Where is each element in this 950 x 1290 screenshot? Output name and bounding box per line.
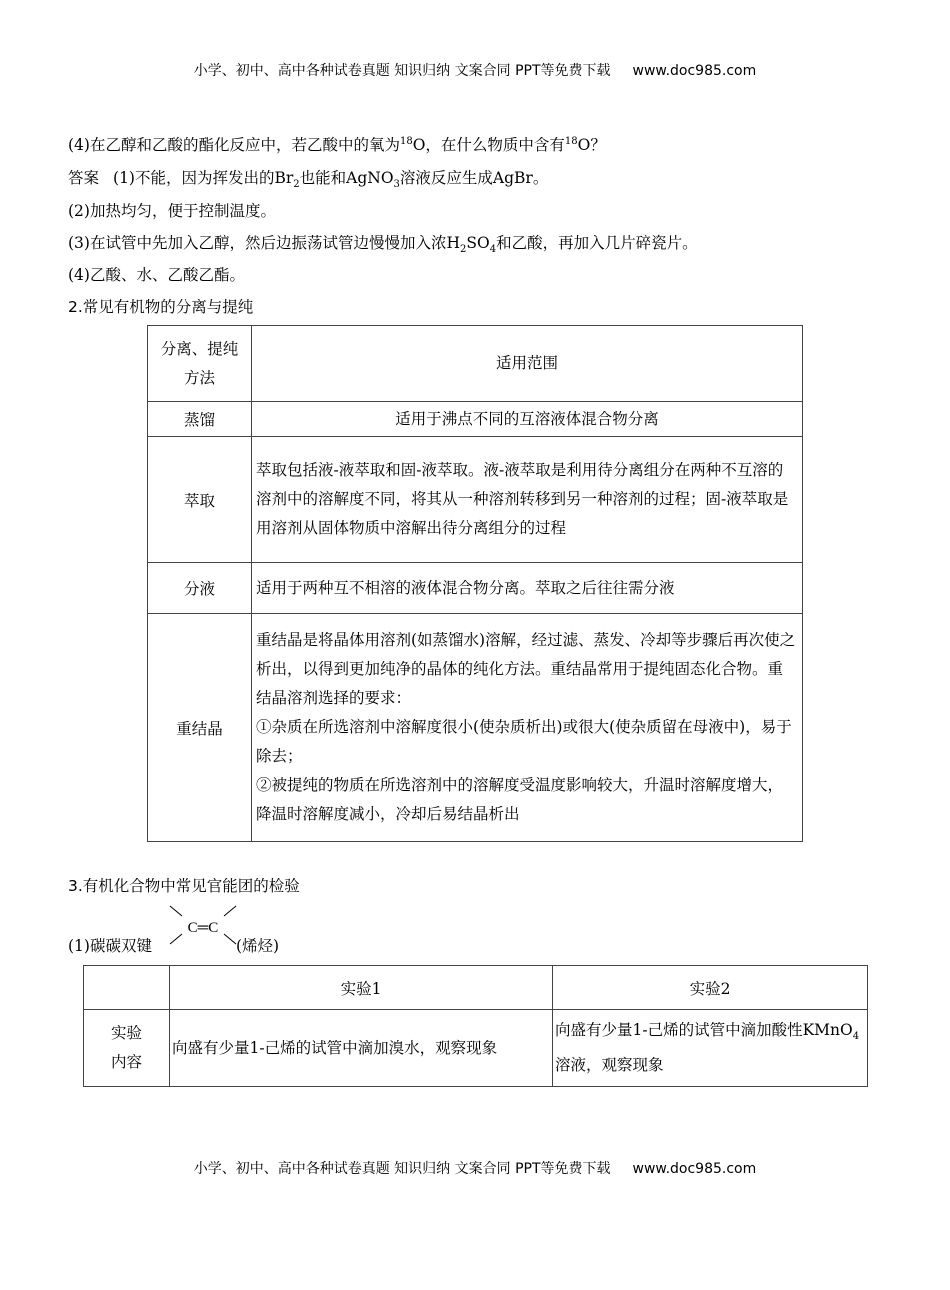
subsection-1: (1)碳碳双键 (烯烃): [68, 937, 280, 955]
header-scope: 适用范围: [252, 326, 803, 402]
table-row: [148, 402, 803, 437]
page-footer: [0, 1158, 950, 1178]
scope-cell: 适用于沸点不同的互溶液体混合物分离: [252, 402, 803, 437]
table-row: [84, 1010, 868, 1087]
scope-cell: 萃取包括液-液萃取和固-液萃取。液-液萃取是利用待分离组分在两种不互溶的溶剂中的溶解度不同，将其从一种溶剂转移到另一种溶剂的过程；固-液萃取是用溶剂从固体物质中溶解出待分离组分的过程: [252, 437, 803, 563]
structure-label: C═C: [187, 920, 219, 936]
carbon-double-bond-structure: [168, 900, 238, 952]
exp-1-content: 向盛有少量1-己烯的试管中滴加溴水，观察现象: [170, 1010, 553, 1087]
page-header: [0, 60, 950, 80]
footer-url[interactable]: www.doc985.com: [632, 1161, 757, 1177]
header-url[interactable]: www.doc985.com: [632, 63, 757, 79]
header-exp-2: 实验2: [553, 966, 868, 1010]
answer-2: (2)加热均匀，便于控制温度。: [68, 202, 276, 220]
exp-2-content: 向盛有少量1-己烯的试管中滴加酸性KMnO$_4$溶液，观察现象: [553, 1010, 868, 1087]
separation-table: [147, 325, 803, 842]
blank-cell: [84, 966, 170, 1010]
answer-3: (3)在试管中先加入乙醇，然后边振荡试管边慢慢加入浓$H_2SO_4$和乙酸，再加入几片碎瓷片。: [68, 234, 698, 256]
scope-cell: 重结晶是将晶体用溶剂(如蒸馏水)溶解，经过滤、蒸发、冷却等步骤后再次使之析出，以得到更加纯净的晶体的纯化方法。重结晶常用于提纯固态化合物。重结晶溶剂选择的要求： ①杂质在所选溶剂中溶解度很小(使杂质析出)或很大(使杂质留在母液中)，易于除去； ②被提纯的物质在所选溶剂中的溶解度受温度影响较大，升温时溶解度增大，降温时溶解度减小，冷却后易结晶析出: [252, 614, 803, 842]
scope-cell: 适用于两种互不相溶的液体混合物分离。萃取之后往往需分液: [252, 563, 803, 614]
method-cell: 蒸馏: [148, 402, 252, 437]
table-header-row: [84, 966, 868, 1010]
table-row: [148, 614, 803, 842]
table-header-row: [148, 326, 803, 402]
method-cell: 萃取: [148, 437, 252, 563]
answer-4: (4)乙酸、水、乙酸乙酯。: [68, 266, 245, 284]
experiment-table: [83, 965, 868, 1087]
question-4: (4)在乙醇和乙酸的酯化反应中，若乙酸中的氧为$^{18}$O，在什么物质中含有$^{18}$O？: [68, 135, 606, 154]
table-row: [148, 563, 803, 614]
section-2-title: 2.常见有机物的分离与提纯: [68, 298, 254, 316]
table-row: [148, 437, 803, 563]
method-cell: 重结晶: [148, 614, 252, 842]
header-exp-1: 实验1: [170, 966, 553, 1010]
method-cell: 分液: [148, 563, 252, 614]
footer-text: 小学、初中、高中各种试卷真题 知识归纳 文案合同 PPT等免费下载: [193, 1161, 611, 1177]
header-text: 小学、初中、高中各种试卷真题 知识归纳 文案合同 PPT等免费下载: [193, 63, 611, 79]
section-3-title: 3.有机化合物中常见官能团的检验: [68, 877, 300, 895]
row-label: 实验内容: [84, 1010, 170, 1087]
answer-1: 答案 (1)不能，因为挥发出的$Br_2$也能和AgNO$_3$溶液反应生成AgBr。: [68, 169, 549, 191]
header-method: 分离、提纯方法: [148, 326, 252, 402]
answer-label: 答案: [68, 169, 100, 187]
